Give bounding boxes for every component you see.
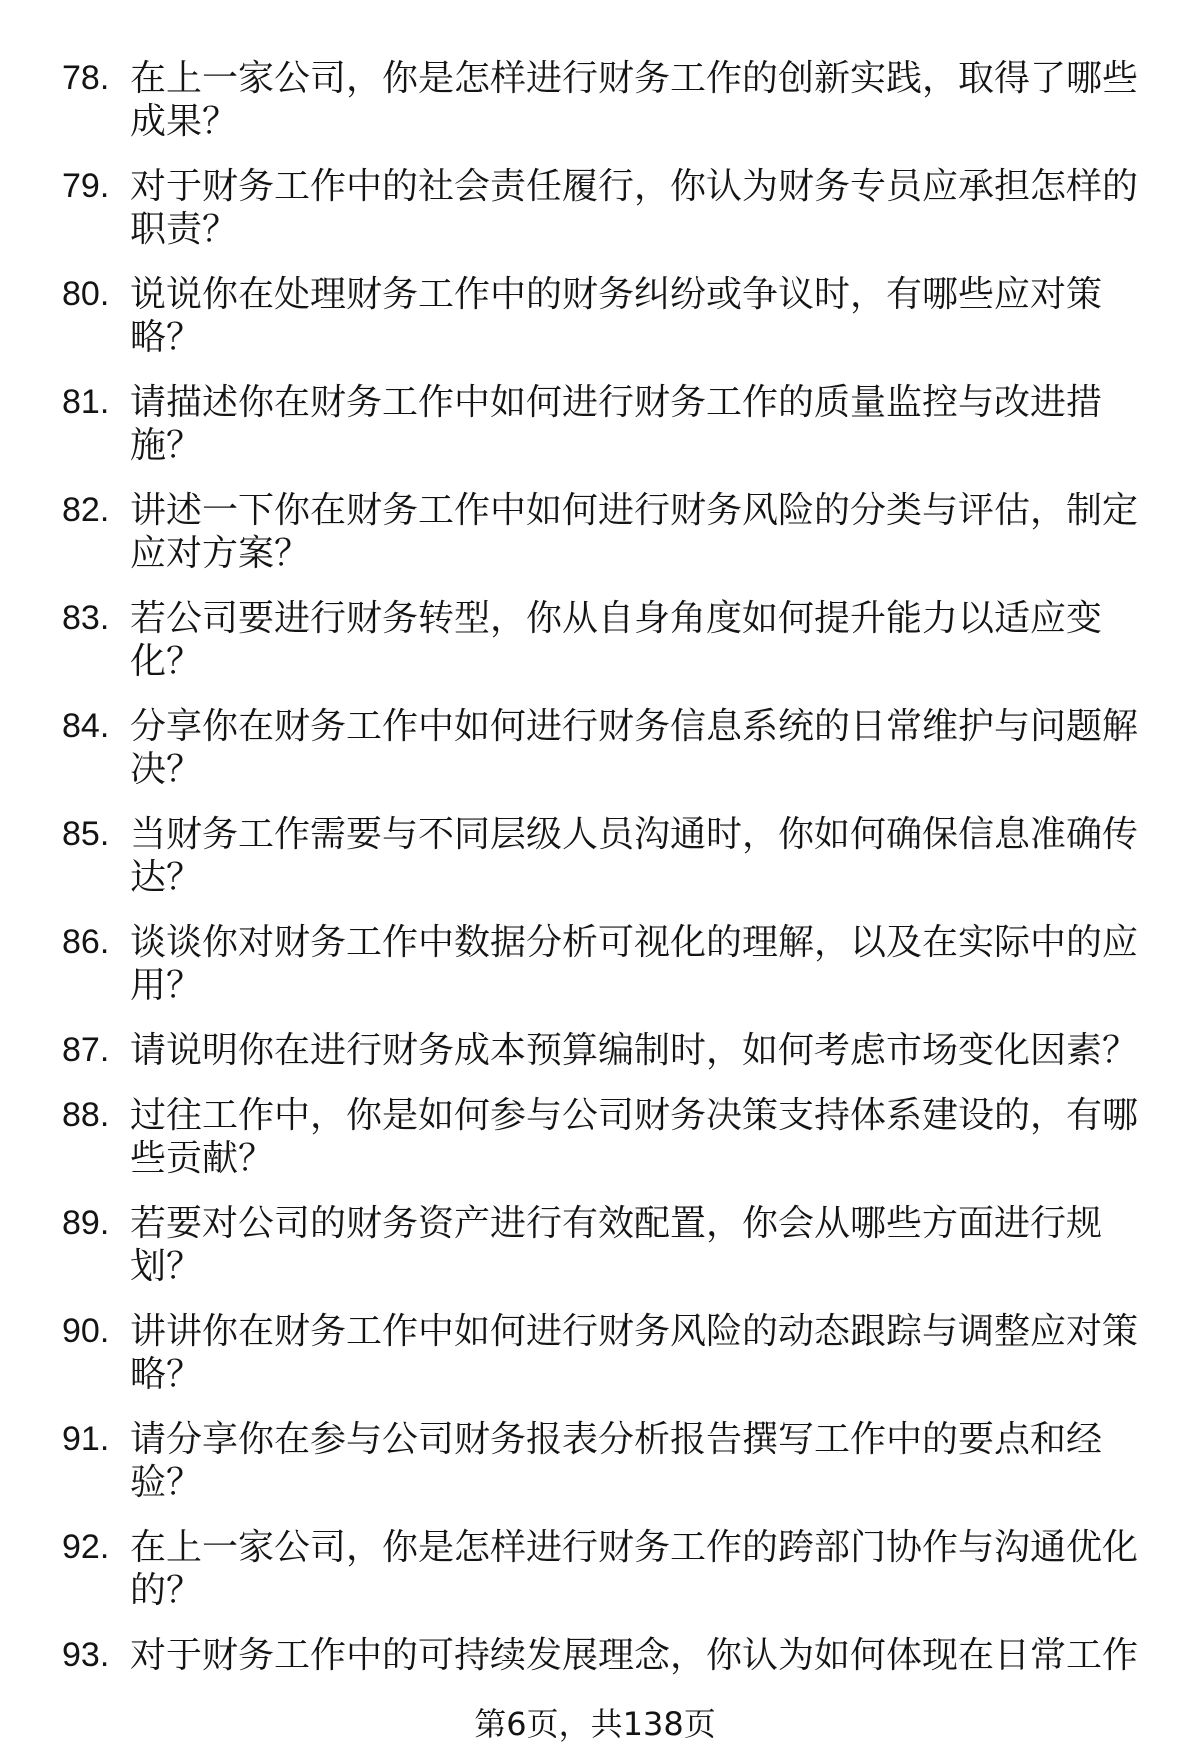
question-number: 84. <box>62 707 110 745</box>
question-item <box>0 813 1190 899</box>
question-text-line: 当财务工作需要与不同层级人员沟通时，你如何确保信息准确传 <box>130 814 1139 855</box>
question-number: 93. <box>62 1636 110 1674</box>
question-item <box>0 597 1190 683</box>
question-text-line: 说说你在处理财务工作中的财务纠纷或争议时，有哪些应对策 <box>130 274 1103 315</box>
question-text-line: 请分享你在参与公司财务报表分析报告撰写工作中的要点和经 <box>130 1419 1103 1460</box>
question-item <box>0 1029 1190 1072</box>
question-item <box>0 489 1190 575</box>
question-item <box>0 1094 1190 1180</box>
question-text-line: 请说明你在进行财务成本预算编制时，如何考虑市场变化因素？ <box>130 1030 1139 1071</box>
question-text-line: 请描述你在财务工作中如何进行财务工作的质量监控与改进措 <box>130 382 1103 423</box>
question-number: 83. <box>62 599 110 637</box>
question-text-line: 划？ <box>130 1246 203 1287</box>
question-number: 90. <box>62 1312 110 1350</box>
question-item <box>0 1418 1190 1504</box>
question-text-line: 成果？ <box>130 101 239 142</box>
question-text-line: 若要对公司的财务资产进行有效配置，你会从哪些方面进行规 <box>130 1203 1103 1244</box>
question-text-line: 对于财务工作中的可持续发展理念，你认为如何体现在日常工作 <box>130 1635 1139 1676</box>
question-text-line: 施？ <box>130 425 203 466</box>
question-number: 86. <box>62 923 110 961</box>
question-item <box>0 381 1190 467</box>
question-item <box>0 1526 1190 1612</box>
question-list <box>0 57 1190 1699</box>
question-number: 91. <box>62 1420 110 1458</box>
question-text-line: 化？ <box>130 641 203 682</box>
question-number: 82. <box>62 491 110 529</box>
question-text-line: 略？ <box>130 317 203 358</box>
question-item <box>0 57 1190 143</box>
question-item <box>0 1634 1190 1677</box>
question-item <box>0 165 1190 251</box>
question-text-line: 讲讲你在财务工作中如何进行财务风险的动态跟踪与调整应对策 <box>130 1311 1139 1352</box>
question-item <box>0 273 1190 359</box>
question-text-line: 达？ <box>130 857 203 898</box>
question-number: 85. <box>62 815 110 853</box>
question-number: 78. <box>62 59 110 97</box>
question-text-line: 在上一家公司，你是怎样进行财务工作的创新实践，取得了哪些 <box>130 58 1139 99</box>
question-number: 89. <box>62 1204 110 1242</box>
question-text-line: 略？ <box>130 1354 203 1395</box>
question-text-line: 些贡献？ <box>130 1138 275 1179</box>
question-item <box>0 1202 1190 1288</box>
question-number: 80. <box>62 275 110 313</box>
question-text-line: 用？ <box>130 965 203 1006</box>
question-text-line: 分享你在财务工作中如何进行财务信息系统的日常维护与问题解 <box>130 706 1139 747</box>
question-text-line: 在上一家公司，你是怎样进行财务工作的跨部门协作与沟通优化 <box>130 1527 1139 1568</box>
question-text-line: 验？ <box>130 1462 203 1503</box>
question-number: 79. <box>62 167 110 205</box>
question-text-line: 应对方案？ <box>130 533 311 574</box>
question-text-line: 过往工作中，你是如何参与公司财务决策支持体系建设的，有哪 <box>130 1095 1139 1136</box>
question-text-line: 决？ <box>130 749 203 790</box>
question-text-line: 若公司要进行财务转型，你从自身角度如何提升能力以适应变 <box>130 598 1103 639</box>
question-item <box>0 1310 1190 1396</box>
question-number: 81. <box>62 383 110 421</box>
question-text-line: 职责？ <box>130 209 239 250</box>
question-text-line: 的？ <box>130 1570 203 1611</box>
question-text-line: 对于财务工作中的社会责任履行，你认为财务专员应承担怎样的 <box>130 166 1139 207</box>
page-footer: 第6页，共138页 <box>474 1705 716 1743</box>
question-text-line: 讲述一下你在财务工作中如何进行财务风险的分类与评估，制定 <box>130 490 1139 531</box>
question-number: 88. <box>62 1096 110 1134</box>
question-number: 87. <box>62 1031 110 1069</box>
question-number: 92. <box>62 1528 110 1566</box>
question-item <box>0 921 1190 1007</box>
question-item <box>0 705 1190 791</box>
question-text-line: 谈谈你对财务工作中数据分析可视化的理解，以及在实际中的应 <box>130 922 1139 963</box>
